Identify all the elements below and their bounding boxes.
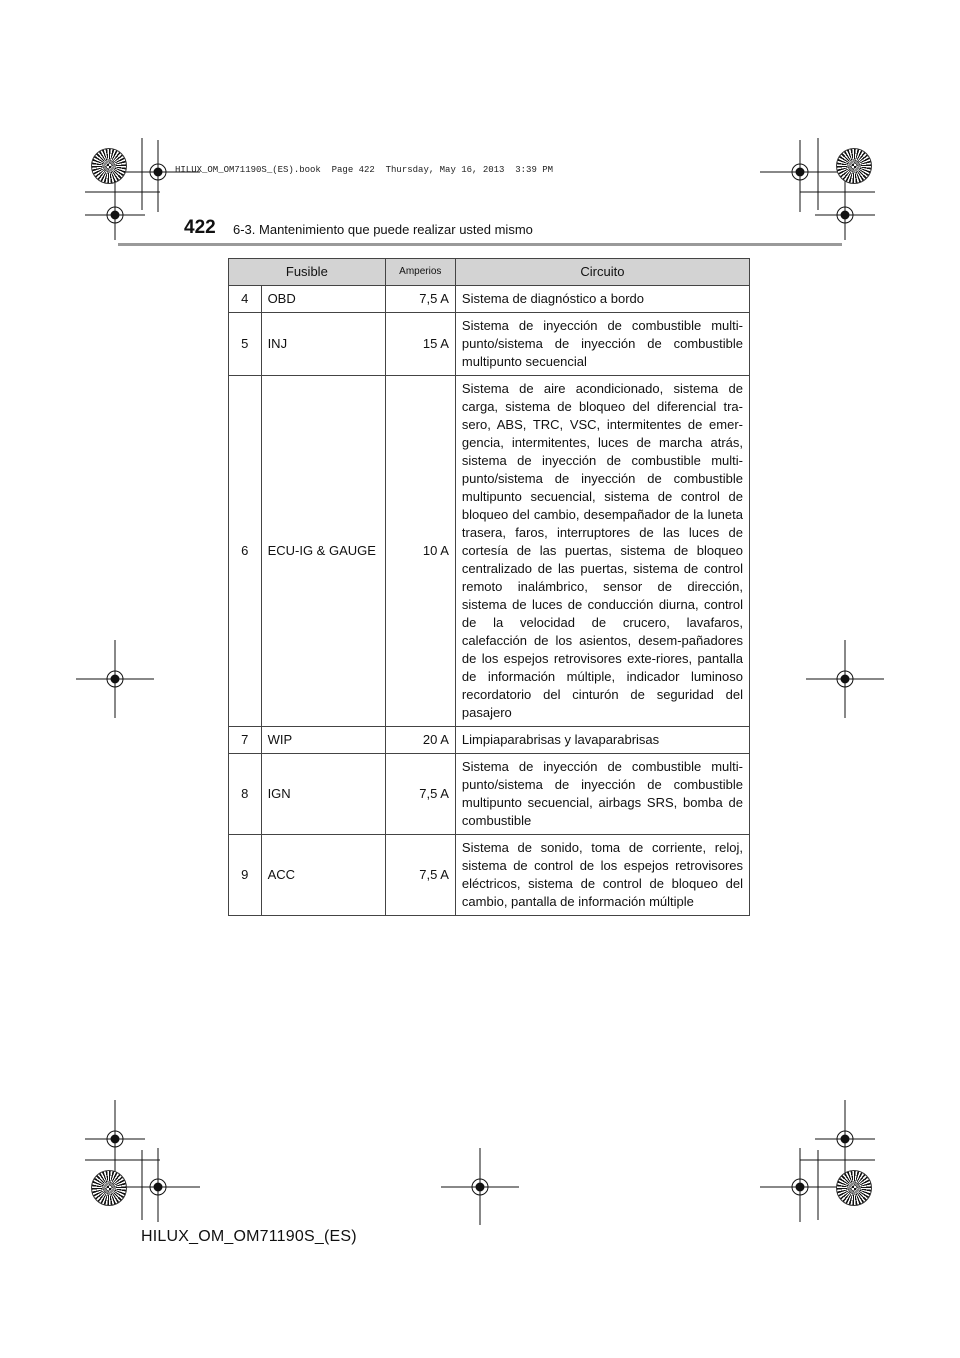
fuse-name: INJ (261, 313, 385, 376)
registration-dial-icon (91, 1170, 127, 1206)
header-circuit: Circuito (455, 259, 749, 286)
fuse-amperage: 7,5 A (385, 754, 455, 835)
fuse-name: ECU-IG & GAUGE (261, 376, 385, 727)
fuse-number: 8 (229, 754, 262, 835)
fuse-name: WIP (261, 727, 385, 754)
header-fuse: Fusible (229, 259, 386, 286)
print-slug: HILUX_OM_OM71190S_(ES).book Page 422 Thursday, May 16, 2013 3:39 PM (175, 165, 554, 175)
fuse-number: 7 (229, 727, 262, 754)
table-row (229, 286, 750, 313)
table-row (229, 835, 750, 916)
fuse-circuit: Sistema de inyección de combustible multi-punto/sistema de inyección de combustible multipunto secuencial, airbags SRS, bomba de combustible (455, 754, 749, 835)
fuse-number: 4 (229, 286, 262, 313)
table-row (229, 376, 750, 727)
fuse-table (228, 258, 750, 916)
table-row (229, 754, 750, 835)
registration-dial-icon (91, 148, 127, 184)
fuse-name: ACC (261, 835, 385, 916)
page-number: 422 (184, 217, 216, 238)
fuse-amperage: 10 A (385, 376, 455, 727)
registration-dial-icon (836, 148, 872, 184)
fuse-number: 9 (229, 835, 262, 916)
document-code: HILUX_OM_OM71190S_(ES) (141, 1228, 357, 1245)
fuse-amperage: 7,5 A (385, 835, 455, 916)
table-row (229, 313, 750, 376)
fuse-name: IGN (261, 754, 385, 835)
fuse-amperage: 15 A (385, 313, 455, 376)
table-row (229, 727, 750, 754)
fuse-amperage: 7,5 A (385, 286, 455, 313)
header-rule (118, 243, 842, 246)
header-amps: Amperios (385, 259, 455, 286)
fuse-circuit: Sistema de diagnóstico a bordo (455, 286, 749, 313)
table-header-row (229, 259, 750, 286)
fuse-circuit: Sistema de sonido, toma de corriente, reloj, sistema de control de los espejos retrovisores eléctricos, sistema de control de bloqueo del cambio, pantalla de información múltiple (455, 835, 749, 916)
fuse-circuit: Sistema de aire acondicionado, sistema de carga, sistema de bloqueo del diferencial tra-sero, ABS, TRC, VSC, intermitentes de emer-gencia, intermitentes, luces de marcha atrás, sistema de inyección de combustible multi-punto/sistema de inyección de combustible multipunto secuencial, sistema de control de bloqueo del cambio, desempañador de la luneta trasera, faros, interruptores de las luces de cortesía de las puertas, sistema de bloqueo centralizado de las puertas, sistema de control remoto inalámbrico, sensor de dirección, sistema de luces de conducción diurna, control de la velocidad de crucero, lavafaros, calefacción de los asientos, desem-pañadores de los espejos retrovisores exte-riores, pantalla de información múltiple, indicador luminoso recordatorio del cinturón de seguridad del pasajero (455, 376, 749, 727)
fuse-number: 6 (229, 376, 262, 727)
section-title: 6-3. Mantenimiento que puede realizar usted mismo (233, 222, 533, 237)
fuse-number: 5 (229, 313, 262, 376)
fuse-circuit: Sistema de inyección de combustible multi-punto/sistema de inyección de combustible multipunto secuencial (455, 313, 749, 376)
fuse-amperage: 20 A (385, 727, 455, 754)
registration-dial-icon (836, 1170, 872, 1206)
fuse-circuit: Limpiaparabrisas y lavaparabrisas (455, 727, 749, 754)
fuse-name: OBD (261, 286, 385, 313)
